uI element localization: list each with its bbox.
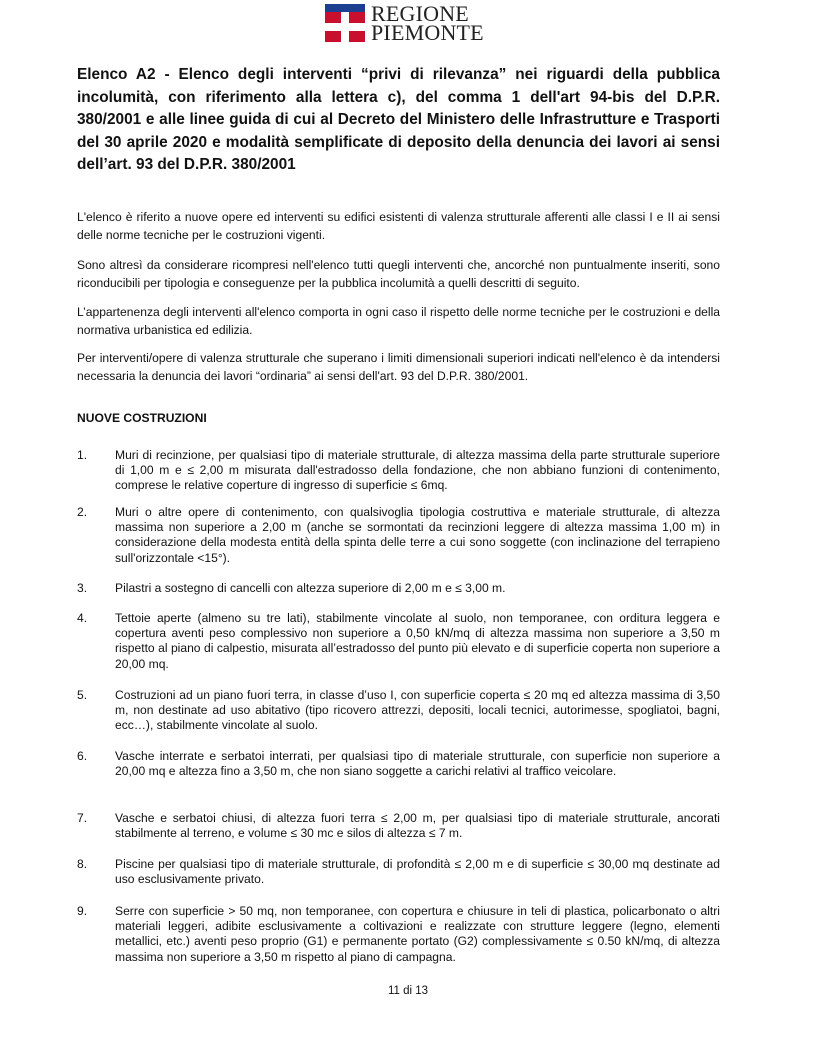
intro-paragraph-1: L'elenco è riferito a nuove opere ed interventi su edifici esistenti di valenza strutturale afferenti alle classi I e II ai sensi delle norme tecniche per le costruzioni vigenti.: [77, 210, 720, 242]
list-item: [77, 688, 720, 734]
section-heading: NUOVE COSTRUZIONI: [77, 411, 207, 425]
list-item: [77, 505, 720, 566]
list-item-text: Vasche interrate e serbatoi interrati, per qualsiasi tipo di materiale strutturale, con superficie non superiore a 20,00 mq e altezza fino a 3,50 m, che non siano soggette a carichi relativi al traffico veicolare.: [115, 749, 720, 779]
list-item-text: Piscine per qualsiasi tipo di materiale strutturale, di profondità ≤ 2,00 m e di superficie ≤ 30,00 mq destinate ad uso esclusivamente privato.: [115, 857, 720, 887]
intro-paragraph-2: Sono altresì da considerare ricompresi nell'elenco tutti quegli interventi che, ancorché non puntualmente inseriti, sono riconducibili per tipologia e conseguenze per la pubblica incolumità a quelli descritti di seguito.: [77, 258, 720, 290]
list-item: [77, 811, 720, 841]
list-item: [77, 749, 720, 779]
list-item: [77, 581, 720, 596]
list-item: [77, 448, 720, 494]
document-title: Elenco A2 - Elenco degli interventi “privi di rilevanza” nei riguardi della pubblica incolumità, con riferimento alla lettera c), del comma 1 dell'art 94-bis del D.P.R. 380/2001 e alle linee guida di cui al Decreto del Ministero delle Infrastrutture e Trasporti del 30 aprile 2020 e modalità semplificate di deposito della denuncia dei lavori ai sensi dell’art. 93 del D.P.R. 380/2001: [77, 66, 720, 174]
list-item-text: Vasche e serbatoi chiusi, di altezza fuori terra ≤ 2,00 m, per qualsiasi tipo di materiale strutturale, ancorati stabilmente al terreno, e volume ≤ 30 mc e silos di altezza ≤ 7 m.: [115, 811, 720, 841]
list-item-text: Pilastri a sostegno di cancelli con altezza superiore di 2,00 m e ≤ 3,00 m.: [115, 581, 506, 595]
list-item-number: 8.: [77, 857, 88, 871]
list-item-text: Serre con superficie > 50 mq, non temporanee, con copertura e chiusure in teli di plastica, policarbonato o altri materiali leggeri, adibite esclusivamente a coltivazioni e realizzate con strutture leggere (legno, elementi metallici, etc.) aventi peso proprio (G1) e permanente portato (G2) complessivamente ≤ 0.50 kN/mq, di altezza massima non superiore a 3,50 m rispetto al piano di campagna.: [115, 904, 720, 964]
list-item-text: Tettoie aperte (almeno su tre lati), stabilmente vincolate al suolo, non temporanee, con orditura leggera e copertura aventi peso complessivo non superiore a 0,50 kN/mq di altezza massima non superiore a 3,50 m rispetto al piano di calpestio, misurata all’estradosso del punto più elevato e di superficie coperta non superiore a 20,00 mq.: [115, 611, 720, 671]
list-item-number: 9.: [77, 904, 88, 918]
list-item: [77, 611, 720, 672]
piemonte-coat-of-arms-icon: [325, 4, 365, 42]
logo-line-1: REGIONE: [371, 1, 469, 26]
list-item-number: 5.: [77, 688, 88, 702]
logo-text: [371, 1, 484, 45]
regione-piemonte-logo: [325, 2, 484, 44]
list-item: [77, 904, 720, 965]
list-item: [77, 857, 720, 887]
intro-paragraph-4: Per interventi/opere di valenza strutturale che superano i limiti dimensionali superiori indicati nell'elenco è da intendersi necessaria la denuncia dei lavori “ordinaria” ai sensi dell'art. 93 del D.P.R. 380/2001.: [77, 351, 720, 383]
page-number: 11 di 13: [387, 985, 429, 997]
list-item-text: Muri di recinzione, per qualsiasi tipo di materiale strutturale, di altezza massima della parte strutturale superiore di 1,00 m e ≤ 2,00 m misurata dall'estradosso della fondazione, che non abbiano funzioni di contenimento, comprese le relative coperture di ingresso di superficie ≤ 6mq.: [115, 448, 720, 493]
list-item-number: 2.: [77, 505, 88, 519]
intro-paragraph-3: L’appartenenza degli interventi all'elenco comporta in ogni caso il rispetto delle norme tecniche per le costruzioni e della normativa urbanistica ed edilizia.: [77, 305, 720, 337]
list-item-text: Muri o altre opere di contenimento, con qualsivoglia tipologia costruttiva e materiale strutturale, di altezza massima non superiore a 2,00 m (anche se sormontati da recinzioni leggere di altezza massima 1,00 m) in considerazione della modesta entità della spinta delle terre a cui sono soggette (con inclinazione del terrapieno sull'orizzontale <15°).: [115, 505, 720, 565]
logo-line-2: PIEMONTE: [371, 20, 484, 45]
list-item-text: Costruzioni ad un piano fuori terra, in classe d’uso I, con superficie coperta ≤ 20 mq ed altezza massima di 3,50 m, non destinate ad uso abitativo (tipo ricovero attrezzi, depositi, locali tecnici, autorimesse, spogliatoi, bagni, ecc…), stabilmente vincolate al suolo.: [115, 688, 720, 733]
list-item-number: 1.: [77, 448, 88, 462]
list-item-number: 6.: [77, 749, 88, 763]
list-item-number: 3.: [77, 581, 88, 595]
list-item-number: 7.: [77, 811, 88, 825]
list-item-number: 4.: [77, 611, 88, 625]
